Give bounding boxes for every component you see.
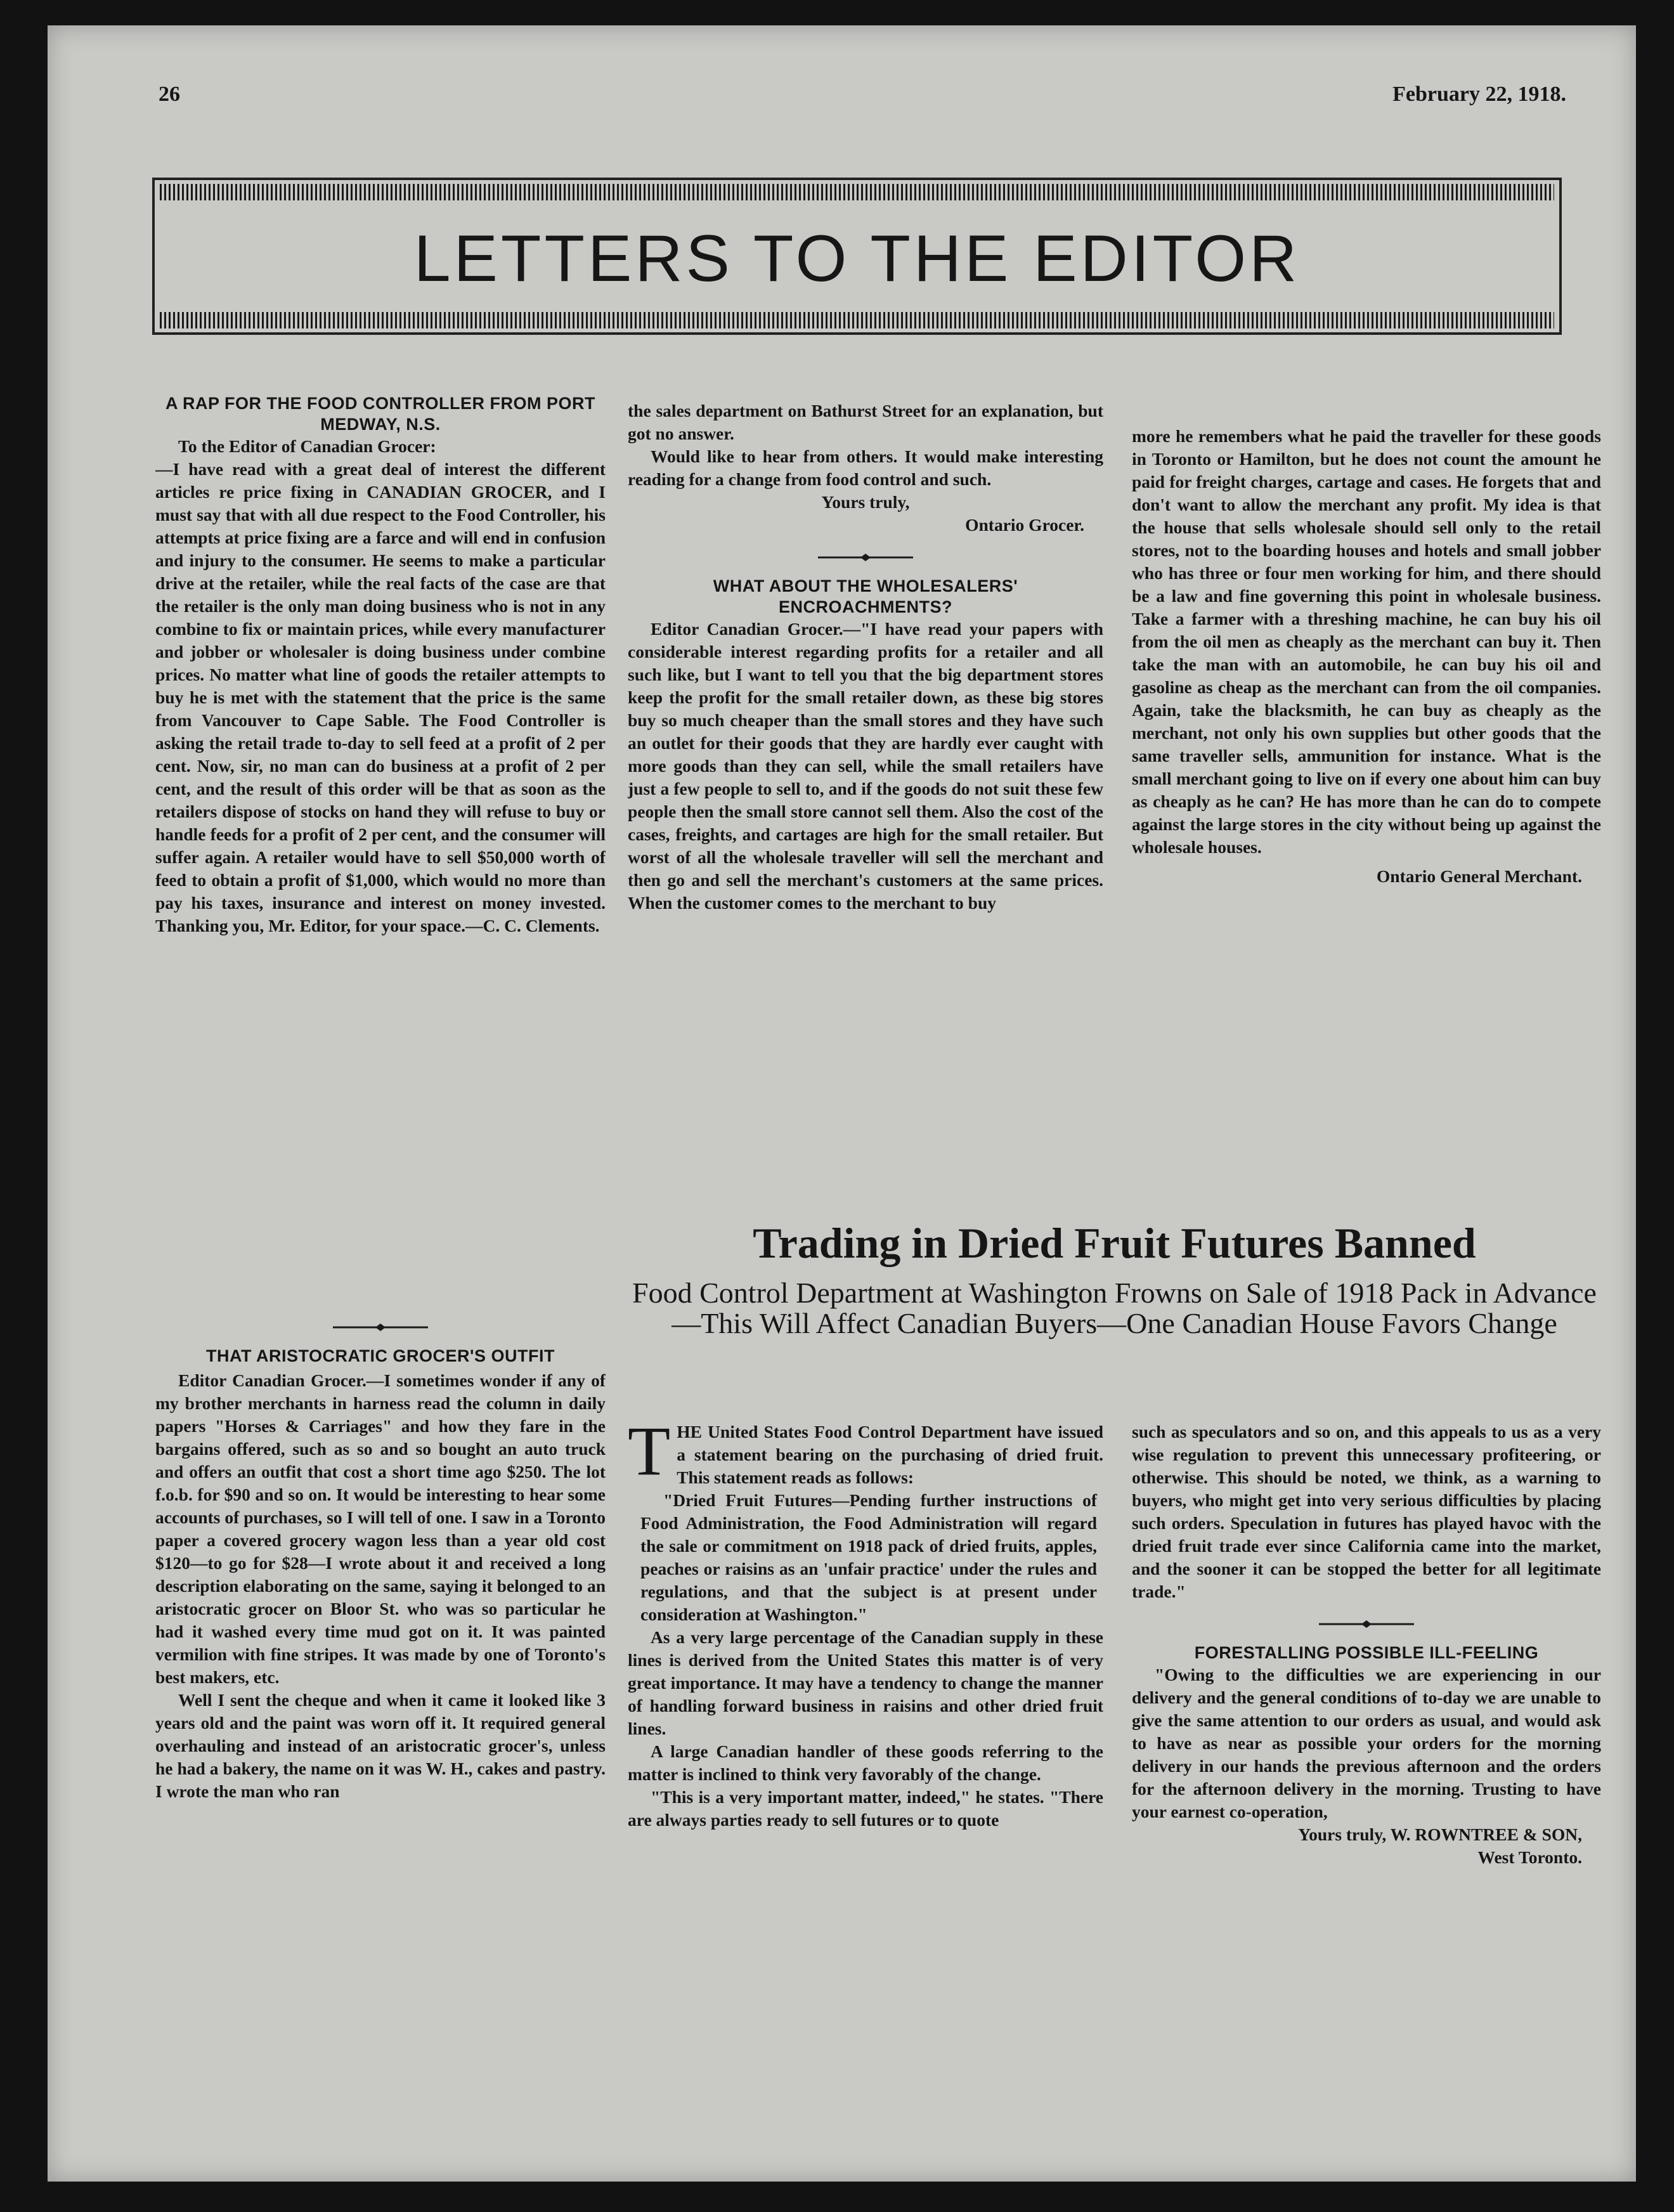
letter1-salutation: To the Editor of Canadian Grocer:: [178, 436, 436, 456]
column-1: [155, 393, 606, 1287]
article-paragraph: "This is a very important matter, indeed," he states. "There are always parties ready to sell futures or to quote: [628, 1787, 1103, 1830]
letter1-heading: A RAP FOR THE FOOD CONTROLLER FROM PORT MEDWAY, N.S.: [165, 394, 595, 434]
letter2-closing: Yours truly,: [821, 492, 910, 512]
article-column-2: [1132, 1421, 1601, 2144]
column-lower-left: [155, 1306, 606, 2144]
letter2-heading: THAT ARISTOCRATIC GROCER'S OUTFIT: [206, 1346, 555, 1365]
letter2-paragraph: Editor Canadian Grocer.—I sometimes wonder if any of my brother merchants in harness read the column in daily papers "Horses & Carriages" and how they fare in the bargains offered, such as so and so bought an auto truck and offers an outfit that cost a short time ago $250. The lot f.o.b. for $90 and so on. It would be interesting to hear some accounts of purchases, so I will tell of one. I saw in a Toronto paper a covered grocery wagon less than a year old cost $120—to go for $28—I wrote about it and received a long description elaborating on the same, saying it belonged to an aristocratic grocer on Bloor St. who was so particular he had it washed every time mud got on it. It was painted vermilion with fine stripes. It was made by one of Toronto's best makers, etc.: [155, 1370, 606, 1687]
letter2-signature: Ontario Grocer.: [965, 515, 1084, 535]
article-title: Trading in Dried Fruit Futures Banned: [753, 1219, 1476, 1267]
magazine-page: [48, 25, 1636, 2182]
column-2: [628, 400, 1103, 1186]
article-deck: Food Control Department at Washington Frowns on Sale of 1918 Pack in Advance—This Will Affect Canadian Buyers—One Canadian House Favors Change: [632, 1277, 1597, 1339]
section-title: LETTERS TO THE EDITOR: [413, 222, 1301, 296]
article-lead: HE United States Food Control Department have issued a statement bearing on the purchasing of dried fruit. This statement reads as follows:: [677, 1422, 1103, 1487]
article-paragraph: A large Canadian handler of these goods referring to the matter is inclined to think very favorably of the change.: [628, 1741, 1103, 1784]
letter4-signature: Yours truly, W. ROWNTREE & SON,: [1298, 1825, 1582, 1844]
ornament-divider-icon: [628, 552, 1103, 562]
letter3-signature: Ontario General Merchant.: [1376, 866, 1582, 886]
letter3-paragraph: Editor Canadian Grocer.—"I have read your papers with considerable interest regarding profits for a retailer and all such like, but I want to tell you that the big department stores keep the profit for the small retailer down, as these big stores buy so much cheaper than the small stores and they have such an outlet for their goods that they are hardly ever caught with more goods than they can sell, while the small retailers have just a few people to sell to, and if the goods do not suit these few people then the small store cannot sell them. Also the cost of the cases, freights, and cartages are high for the small retailer. But worst of all the wholesale traveller will sell the merchant and then go and sell the merchant's customers at the same prices. When the customer comes to the merchant to buy: [628, 619, 1103, 913]
letter2-paragraph: the sales department on Bathurst Street for an explanation, but got no answer.: [628, 401, 1103, 443]
article-paragraph: such as speculators and so on, and this appeals to us as a very wise regulation to prevent this unnecessary profiteering, or otherwise. This should be noted, we think, as a warning to buyers, who might get into very serious difficulties by placing such orders. Speculation in futures has played havoc with the dried fruit trade ever since California came into the market, and the sooner it can be stopped the better for all legitimate trade.": [1132, 1422, 1601, 1601]
letter2-paragraph: Well I sent the cheque and when it came it looked like 3 years old and the paint was worn off it. It required general overhauling and instead of an aristocratic grocer's, unless he had a bakery, the name on it was W. H., cakes and pastry. I wrote the man who ran: [155, 1690, 606, 1801]
drop-cap: T: [628, 1421, 671, 1490]
page-number: 26: [159, 82, 180, 106]
letter3-paragraph: more he remembers what he paid the traveller for these goods in Toronto or Hamilton, but he does not count the amount he paid for freight charges, cartage and cases. He forgets that and don't want to allow the merchant any profit. My idea is that the house that sells wholesale should sell only to the retail stores, not to the boarding houses and hotels and small jobber who has three or four men working for him, and there should be a law and fine governing this point in wholesale business. Take a farmer with a threshing machine, he can buy his oil from the oil men as cheaply as the merchant can buy it. Then take the man with an automobile, he can buy his oil and gasoline as cheap as the merchant can from the oil companies. Again, take the blacksmith, he can buy as cheaply as the merchant, not only his own supplies but other goods that the same traveller sells, ammunition for instance. What is the small merchant going to live on if every one about him can buy as cheaply as he can? He has more than he can do to compete against the large stores in the city without being up against the wholesale houses.: [1132, 426, 1601, 857]
letter2-paragraph: Would like to hear from others. It would make interesting reading for a change from food control and such.: [628, 446, 1103, 489]
letter4-location: West Toronto.: [1477, 1847, 1582, 1867]
section-banner: [152, 178, 1562, 335]
article-quote: "Dried Fruit Futures—Pending further instructions of Food Administration, the Food Administration will regard the sale or commitment on 1918 pack of dried fruits, apples, peaches or raisins as an 'unfair practice' under the rules and regulations, and that the subject is at present under consideration at Washington.": [640, 1490, 1097, 1624]
ornament-divider-icon: [1132, 1618, 1601, 1629]
ornament-divider-icon: [155, 1322, 606, 1332]
banner-rule-top: [160, 184, 1554, 200]
issue-date: February 22, 1918.: [1392, 82, 1566, 106]
letter4-heading: FORESTALLING POSSIBLE ILL-FEELING: [1194, 1643, 1539, 1662]
article-paragraph: As a very large percentage of the Canadian supply in these lines is derived from the United States this matter is of very great importance. It may have a tendency to change the manner of handling forward business in raisins and other dried fruit lines.: [628, 1627, 1103, 1738]
column-3: [1132, 425, 1601, 1199]
article-column-1: [628, 1421, 1103, 2144]
letter4-body: "Owing to the difficulties we are experiencing in our delivery and the general conditions of to-day we are unable to give the same attention to our orders as usual, and would ask to have as near as possible your orders for the morning delivery in our hands the previous afternoon and the orders for the afternoon delivery in the morning. Trusting to have your earnest co-operation,: [1132, 1665, 1601, 1821]
letter3-heading: WHAT ABOUT THE WHOLESALERS' ENCROACHMENTS?: [713, 576, 1018, 616]
letter1-body: —I have read with a great deal of interest the different articles re price fixing in CANADIAN GROCER, and I must say that with all due respect to the Food Controller, his attempts at price fixing are a farce and will end in confusion and injury to the consumer. He seems to make a particular drive at the retailer, while the real facts of the case are that the retailer is the only man doing business who is not in any combine to fix or maintain prices, while every manufacturer and jobber or wholesaler is doing business under combine prices. No matter what line of goods the retailer attempts to buy he is met with the statement that the price is the same from Vancouver to Cape Sable. The Food Controller is asking the retail trade to-day to sell feed at a profit of 2 per cent. Now, sir, no man can do business at a profit of 2 per cent, and the result of this order will be that as soon as the retailers dispose of stocks on hand they will refuse to buy or handle feeds for a profit of 2 per cent, and the consumer will suffer again. A retailer would have to sell $50,000 worth of feed to obtain a profit of $1,000, which would no more than pay his taxes, insurance and interest on money invested. Thanking you, Mr. Editor, for your space.—C. C. Clements.: [155, 459, 606, 935]
banner-rule-bottom: [160, 312, 1554, 329]
